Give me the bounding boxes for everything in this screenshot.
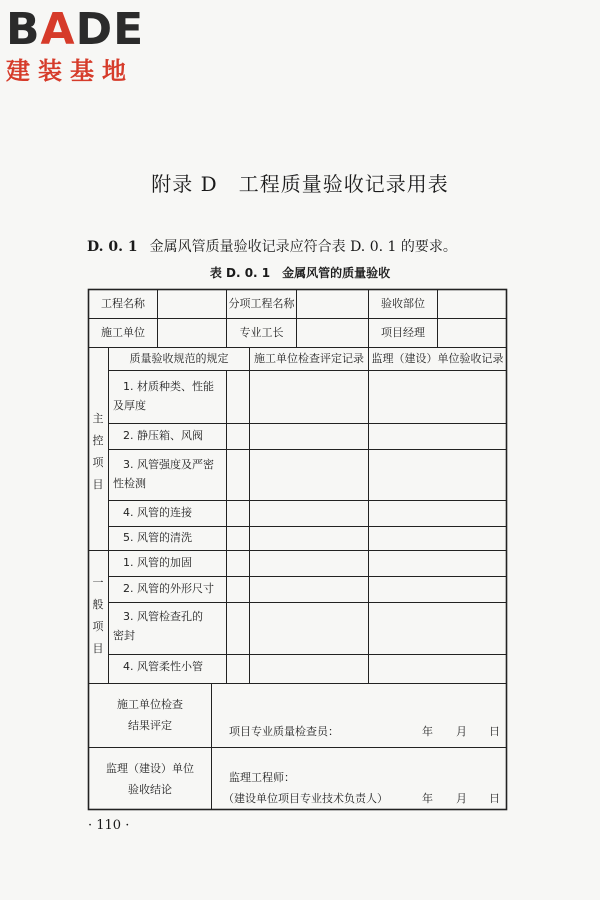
label-construction-unit: 施工单位 <box>101 326 145 339</box>
main-item-3: 3. 风管强度及严密 性检测 <box>113 458 214 490</box>
general-item-4: 4. 风管柔性小管 <box>123 660 203 673</box>
general-items-label: 一 般 项 目 <box>92 576 104 655</box>
supervising-engineer-label: 监理工程师： <box>229 771 295 784</box>
logo-subtitle: 建装基地 <box>6 57 134 85</box>
table-number: 表 D. 0. 1 <box>209 266 271 280</box>
field-sub-project-name[interactable] <box>297 292 368 316</box>
label-project-name: 工程名称 <box>101 297 145 310</box>
column-contractor-record: 施工单位检查评定记录 <box>254 352 364 365</box>
logo-wordmark: BADE <box>6 4 145 55</box>
label-sub-project-name: 分项工程名称 <box>228 297 295 310</box>
date-month-2: 月 <box>456 792 467 805</box>
field-foreman[interactable] <box>297 321 368 345</box>
main-item-1: 1. 材质种类、性能 及厚度 <box>113 380 214 412</box>
field-construction-unit[interactable] <box>158 321 226 345</box>
field-project-name[interactable] <box>158 292 226 316</box>
date-day: 日 <box>489 725 500 738</box>
label-inspection-part: 验收部位 <box>381 297 425 310</box>
owner-representative-label: （建设单位项目专业技术负责人） <box>223 792 388 805</box>
quality-inspector-label: 项目专业质量检查员： <box>229 725 339 738</box>
general-item-2: 2. 风管的外形尺寸 <box>123 582 214 595</box>
date-month: 月 <box>456 725 467 738</box>
general-item-3: 3. 风管检查孔的 密封 <box>113 610 203 642</box>
contractor-evaluation-title: 施工单位检查 结果评定 <box>117 698 183 732</box>
date-year-2: 年 <box>422 792 433 805</box>
main-item-2: 2. 静压箱、风阀 <box>123 429 203 442</box>
date-day-2: 日 <box>489 792 500 805</box>
field-project-manager[interactable] <box>438 321 506 345</box>
clause-text: 金属风管质量验收记录应符合表 D. 0. 1 的要求。 <box>149 239 457 255</box>
supervisor-conclusion-title: 监理（建设）单位 验收结论 <box>106 762 194 796</box>
label-foreman: 专业工长 <box>239 326 284 339</box>
label-project-manager: 项目经理 <box>381 326 425 339</box>
table-title: 金属风管的质量验收 <box>282 266 391 280</box>
main-control-items-label: 主 控 项 目 <box>92 412 104 491</box>
main-item-5: 5. 风管的清洗 <box>123 531 192 544</box>
column-spec: 质量验收规范的规定 <box>129 352 229 365</box>
general-item-1: 1. 风管的加固 <box>123 556 192 569</box>
page-number: · 110 · <box>88 818 130 833</box>
appendix-title: 附录 D 工程质量验收记录用表 <box>151 172 449 196</box>
field-inspection-part[interactable] <box>438 292 506 316</box>
column-supervisor-record: 监理（建设）单位验收记录 <box>371 352 504 365</box>
clause-number: D. 0. 1 <box>87 239 138 255</box>
date-year: 年 <box>422 725 433 738</box>
main-item-4: 4. 风管的连接 <box>123 506 192 519</box>
